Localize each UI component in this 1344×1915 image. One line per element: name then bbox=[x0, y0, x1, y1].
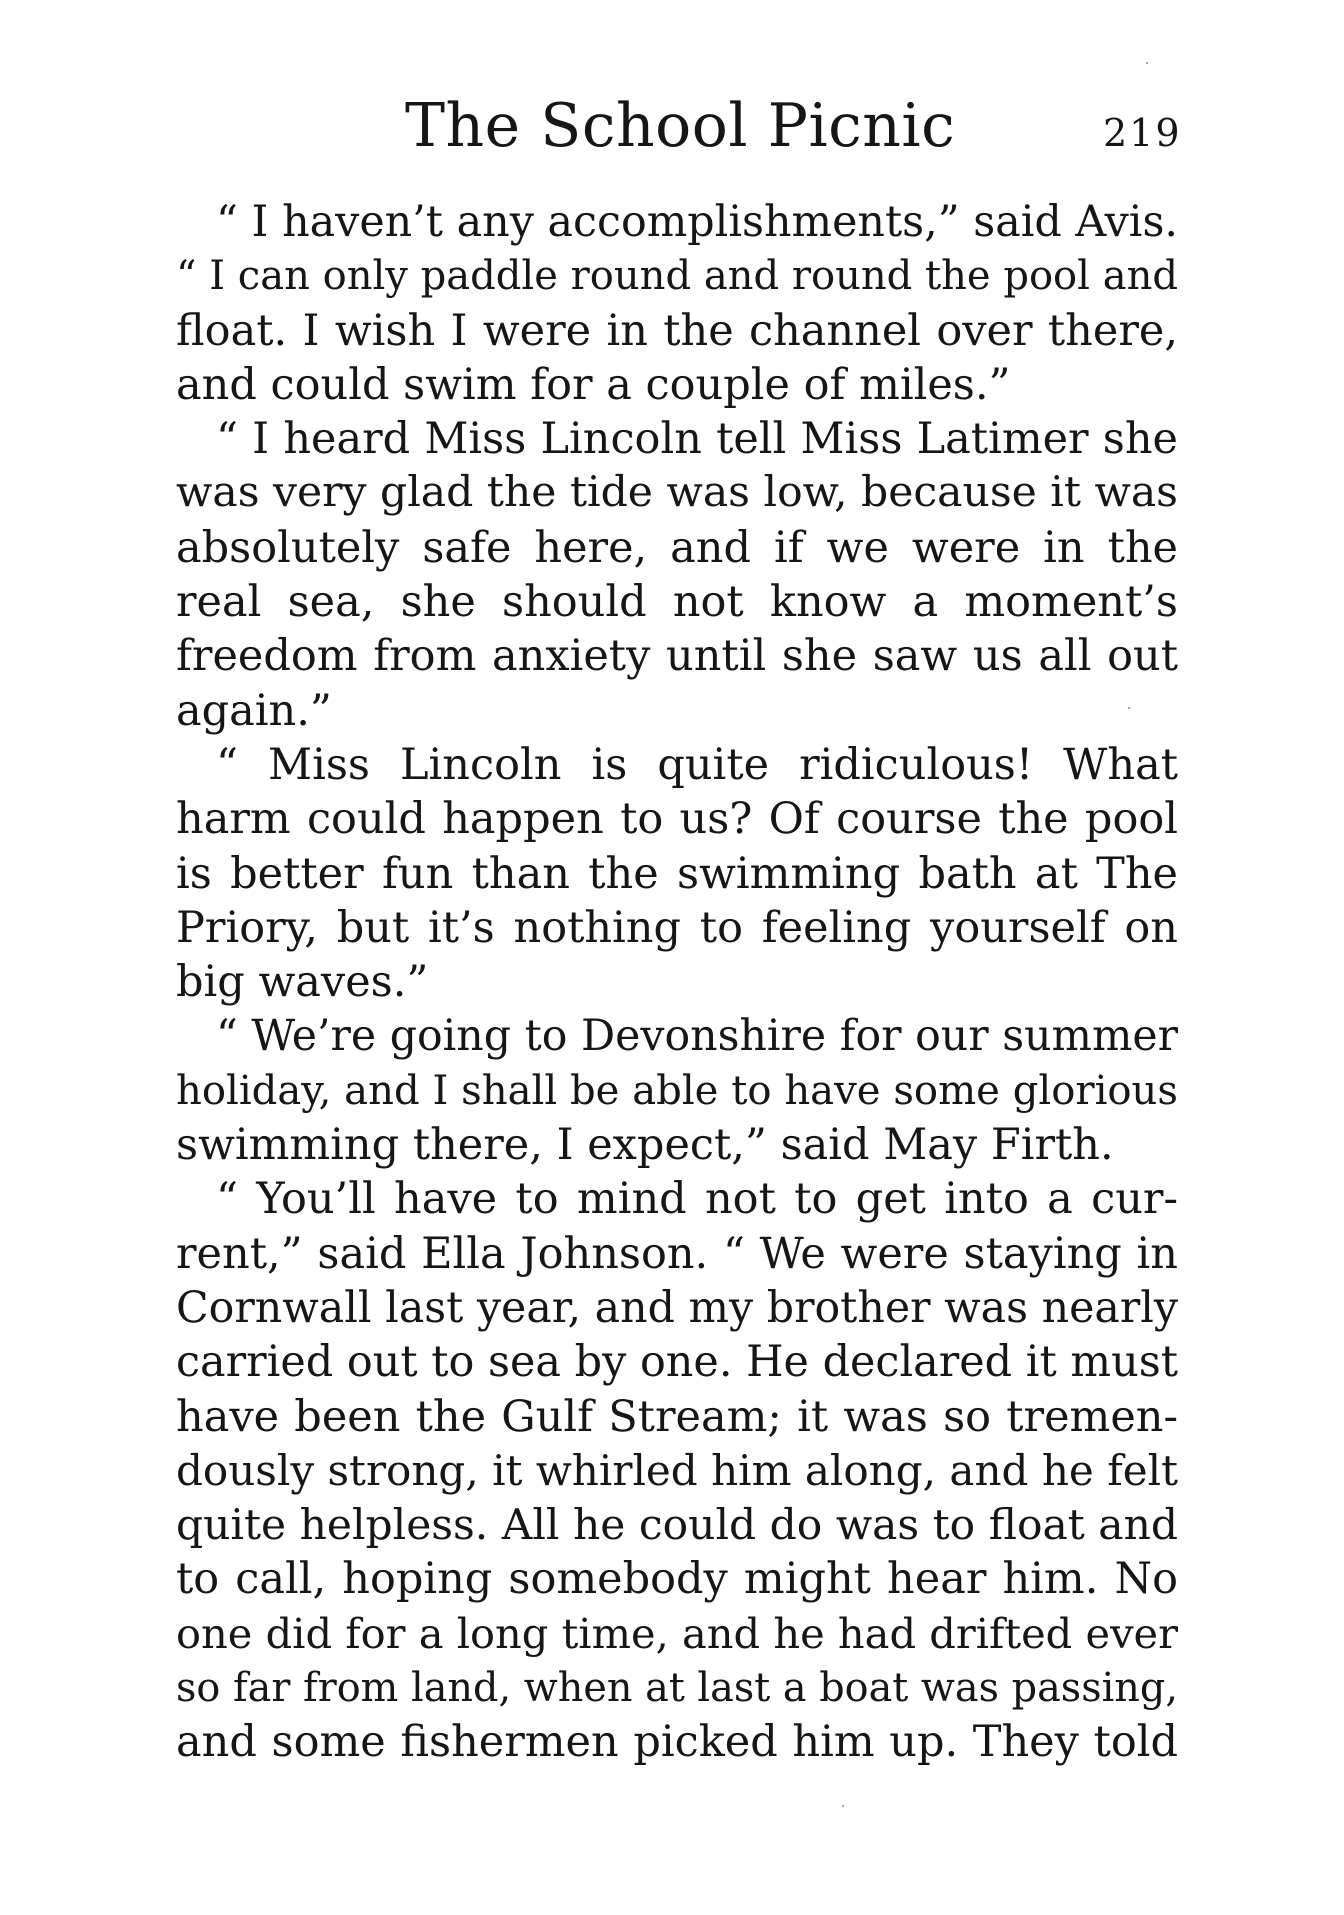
text-line: swimming there, I expect,” said May Firth. bbox=[176, 1120, 1114, 1171]
print-speck bbox=[1146, 62, 1148, 64]
text-line: was very glad the tide was low, because it was bbox=[176, 468, 1178, 518]
text-line: again.” bbox=[176, 685, 332, 736]
running-header bbox=[0, 86, 1344, 166]
text-line: absolutely safe here, and if we were in the bbox=[176, 522, 1178, 573]
text-line: “ I haven’t any accomplishments,” said Avis. bbox=[216, 197, 1178, 247]
text-line: is better fun than the swimming bath at The bbox=[176, 848, 1178, 899]
text-line: carried out to sea by one. He declared it must bbox=[176, 1337, 1178, 1388]
text-line: real sea, she should not know a moment’s bbox=[176, 577, 1178, 628]
text-line: one did for a long time, and he had drifted ever bbox=[176, 1608, 1178, 1658]
page-number: 219 bbox=[1103, 111, 1182, 155]
text-line: “ You’ll have to mind not to get into a cur- bbox=[216, 1174, 1178, 1225]
text-line: harm could happen to us? Of course the pool bbox=[176, 794, 1178, 845]
body-text bbox=[176, 195, 1178, 1770]
text-line: dously strong, it whirled him along, and he felt bbox=[176, 1445, 1178, 1495]
text-line: “ We’re going to Devonshire for our summer bbox=[216, 1011, 1178, 1062]
running-title: The School Picnic bbox=[405, 91, 956, 161]
print-speck bbox=[842, 1805, 844, 1807]
text-line: holiday, and I shall be able to have some glorious bbox=[176, 1067, 1178, 1114]
text-line: big waves.” bbox=[176, 957, 429, 1008]
print-speck bbox=[1128, 707, 1130, 709]
text-line: rent,” said Ella Johnson. “ We were staying in bbox=[176, 1228, 1178, 1279]
text-line: float. I wish I were in the channel over there, bbox=[176, 305, 1178, 356]
text-line: and some fishermen picked him up. They told bbox=[176, 1717, 1178, 1768]
text-line: Priory, but it’s nothing to feeling yourself on bbox=[176, 902, 1178, 953]
text-line: have been the Gulf Stream; it was so tremen- bbox=[176, 1391, 1178, 1442]
text-line: quite helpless. All he could do was to float and bbox=[176, 1500, 1178, 1550]
text-line: freedom from anxiety until she saw us all out bbox=[176, 631, 1178, 682]
text-line: “ Miss Lincoln is quite ridiculous! What bbox=[216, 739, 1178, 790]
text-line: so far from land, when at last a boat was passing, bbox=[176, 1665, 1178, 1712]
text-line: “ I can only paddle round and round the pool and bbox=[176, 253, 1178, 300]
text-line: “ I heard Miss Lincoln tell Miss Latimer she bbox=[216, 414, 1178, 465]
text-line: and could swim for a couple of miles.” bbox=[176, 359, 1011, 410]
text-line: to call, hoping somebody might hear him. No bbox=[176, 1554, 1178, 1605]
text-line: Cornwall last year, and my brother was nearly bbox=[176, 1282, 1178, 1333]
